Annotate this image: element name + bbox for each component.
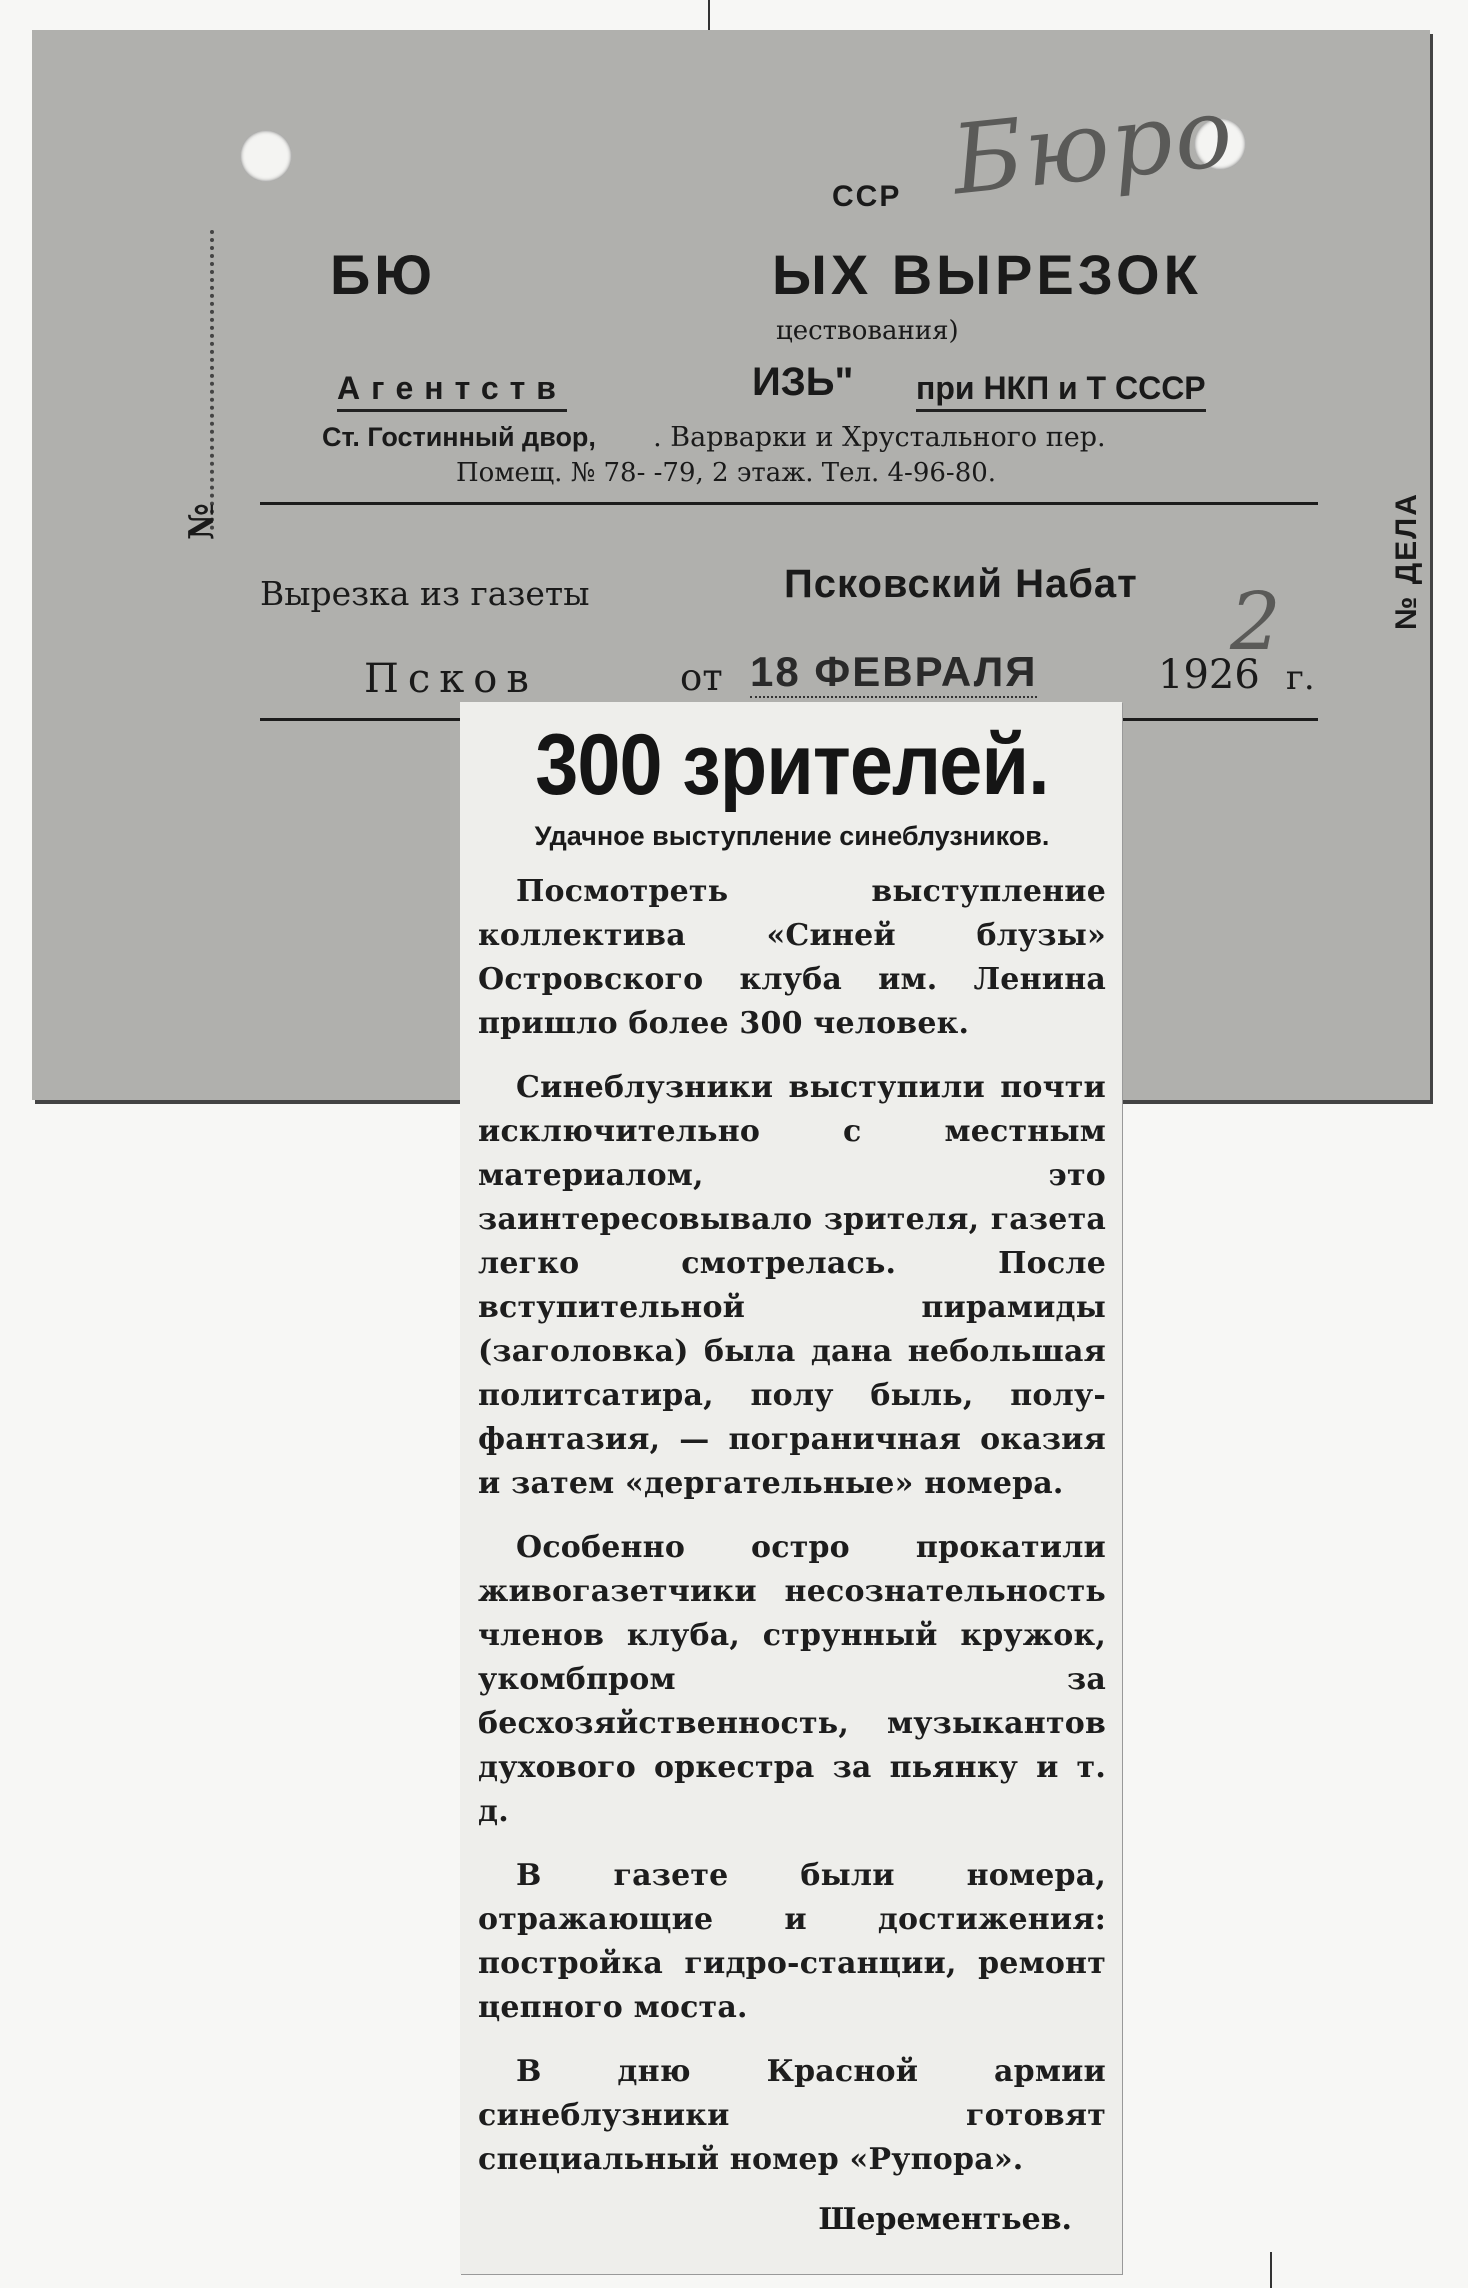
bureau-subtitle: цествования) — [776, 316, 959, 346]
article-headline: 300 зрителей. — [535, 717, 1049, 813]
year-suffix: г. — [1286, 658, 1315, 698]
article-paragraph-1: Посмотреть выступление коллектива «Синей блузы» Островского клуба им. Ленина пришло более 300 человек. — [478, 874, 1106, 1041]
city-name: Псков — [364, 656, 538, 702]
dotted-number-field — [210, 230, 214, 530]
date-from-label: от — [680, 656, 723, 699]
clip-from-label: Вырезка из газеты — [260, 574, 590, 613]
address-line-2: Помещ. № 78- -79, 2 этаж. Тел. 4-96-80. — [456, 458, 997, 488]
article-paragraph-2: Синеблузники выступили почти исключительно с местным материалом, это заинтересовывало зрителя, газета легко смотрелась. После вступительной пирамиды (заголовка) была дана небольшая политсатира, полу быль, полу-фантазия, — пограничная оказия и затем «дергательные» номера. — [478, 1070, 1106, 1501]
year-value: 1926 — [1158, 652, 1260, 698]
case-number-label: № ДЕЛА — [1390, 492, 1423, 630]
address-line-1 — [322, 422, 1106, 453]
ussr-label: ССР — [832, 180, 902, 213]
agency-name-fragment: ИЗЬ" — [752, 360, 854, 404]
address-line-1-right: . Варварки и Хрустального пер. — [653, 422, 1106, 453]
agency-label: Агентств — [337, 370, 567, 412]
newspaper-name: Псковский Набат — [784, 562, 1138, 606]
article-paragraph-5: В дню Красной армии синеблузники готовят специальный номер «Рупора». — [478, 2054, 1106, 2177]
handwritten-number: 2 — [1230, 575, 1281, 668]
article-subheadline: Удачное выступление синеблузников. — [534, 821, 1050, 851]
number-label: № — [182, 503, 222, 540]
article-signature: Шерементьев. — [818, 2202, 1072, 2237]
article-paragraph-4: В газете были номера, отражающие и достижения: постройка гидро-станции, ремонт цепного моста. — [478, 1858, 1106, 2025]
bureau-title-left: БЮ — [330, 243, 436, 306]
page-fold-line-bottom — [1270, 2252, 1272, 2288]
article-paragraph-3: Особенно остро прокатили живогазетчики несознательность членов клуба, струнный кружок, укомбпром за бесхозяйственность, музыкантов духового оркестра за пьянку и т. д. — [478, 1530, 1106, 1829]
bureau-title-right: ЫХ ВЫРЕЗОК — [772, 243, 1202, 306]
date-stamp: 18 ФЕВРАЛЯ — [750, 648, 1037, 698]
newspaper-clipping — [460, 702, 1122, 2274]
agency-affiliation: при НКП и Т СССР — [916, 370, 1206, 412]
address-line-1-left: Ст. Гостинный двор, — [322, 422, 596, 452]
divider-top — [260, 502, 1318, 505]
punch-hole-left — [240, 130, 292, 182]
handwritten-note-top: Бюро — [946, 75, 1240, 217]
